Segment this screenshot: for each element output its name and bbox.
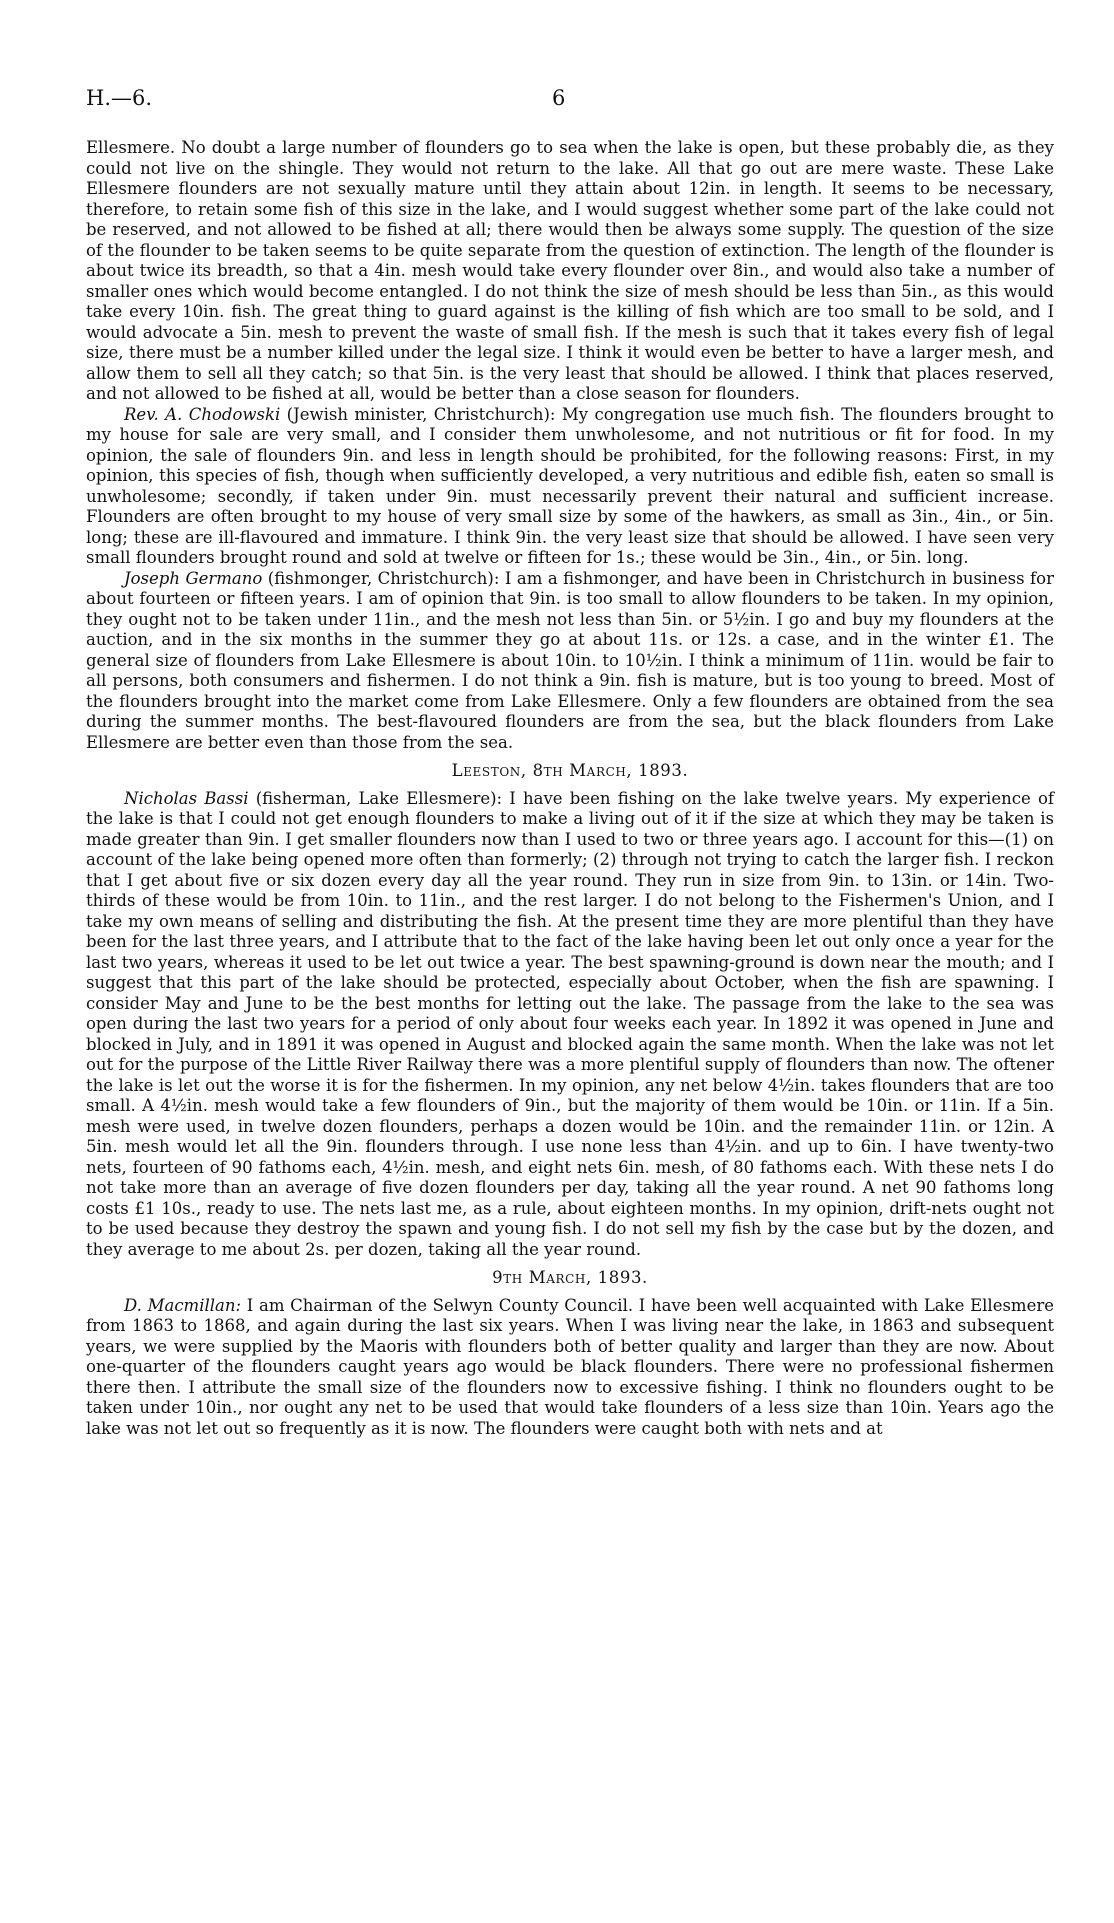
page-number: 6 — [552, 86, 566, 110]
speaker-name: Rev. A. Chodowski — [124, 404, 281, 424]
page-body — [86, 138, 1054, 1439]
paragraph-text: (fishmonger, Christchurch): I am a fishmonger, and have been in Christchurch in business for about fourteen or fifteen years. I am of opinion that 9in. is too small to allow flounders to be taken. In my opinion, they ought not to be taken under 11in., and the mesh not less than 5in. or 5½in. I go and buy my flounders at the auction, and in the six months in the summer they go at about 11s. or 12s. a case, and in the winter £1. The general size of flounders from Lake Ellesmere is about 10in. to 10½in. I think a minimum of 11in. would be fair to all persons, both consumers and fishermen. I do not think a 9in. fish is mature, but is too young to breed. Most of the flounders brought into the market come from Lake Ellesmere. Only a few flounders are obtained from the sea during the summer months. The best-flavoured flounders are from the sea, but the black flounders from Lake Ellesmere are better even than those from the sea. — [86, 568, 1054, 752]
paragraph-text: (fisherman, Lake Ellesmere): I have been fishing on the lake twelve years. My experience of the lake is that I could not get enough flounders to make a living out of it if the size at which they may be taken is made greater than 9in. I get smaller flounders now than I used to two or three years ago. I account for this—(1) on account of the lake being opened more often than formerly; (2) through not trying to catch the larger fish. I reckon that I get about five or six dozen every day all the year round. They run in size from 9in. to 13in. or 14in. Two-thirds of these would be from 10in. to 11in., and the rest larger. I do not belong to the Fishermen's Union, and I take my own means of selling and distributing the fish. At the present time they are more plentiful than they have been for the last three years, and I attribute that to the fact of the lake having been let out only once a year for the last two years, whereas it used to be let out twice a year. The best spawning-ground is down near the mouth; and I suggest that this part of the lake should be protected, especially about October, when the fish are spawning. I consider May and June to be the best months for letting out the lake. The passage from the lake to the sea was open during the last two years for a period of only about four weeks each year. In 1892 it was opened in June and blocked in July, and in 1891 it was opened in August and blocked again the same month. When the lake was not let out for the purpose of the Little River Railway there was a more plentiful supply of flounders than now. The oftener the lake is let out the worse it is for the fishermen. In my opinion, any net below 4½in. takes flounders that are too small. A 4½in. mesh would take a few flounders of 9in., but the majority of them would be 10in. or 11in. If a 5in. mesh were used, in twelve dozen flounders, perhaps a dozen would be 10in. and the remainder 11in. or 12in. A 5in. mesh would let all the 9in. flounders through. I use none less than 4½in. and up to 6in. I have twenty-two nets, fourteen of 90 fathoms each, 4½in. mesh, and eight nets 6in. mesh, of 80 fathoms each. With these nets I do not take more than an average of five dozen flounders per day, taking all the year round. A net 90 fathoms long costs £1 10s., ready to use. The nets last me, as a rule, about eighteen months. In my opinion, drift-nets ought not to be used because they destroy the spawn and young fish. I do not sell my fish by the case but by the dozen, and they average to me about 2s. per dozen, taking all the year round. — [86, 788, 1054, 1259]
paragraph-chodowski — [86, 405, 1054, 569]
page-header — [86, 86, 1054, 126]
paragraph-text: (Jewish minister, Christchurch): My congregation use much fish. The flounders brought to my house for sale are very small, and I consider them unwholesome, and not nutritious or fit for food. In my opinion, the sale of flounders 9in. and less in length should be prohibited, for the following reasons: First, in my opinion, this species of fish, though when sufficiently developed, a very nutritious and edible fish, eaten so small is unwholesome; secondly, if taken under 9in. must necessarily prevent their natural and sufficient increase. Flounders are often brought to my house of very small size by some of the hawkers, as small as 3in., 4in., or 5in. long; these are ill-flavoured and immature. I think 9in. the very least size that should be allowed. I have seen very small flounders brought round and sold at twelve or fifteen for 1s.; these would be 3in., 4in., or 5in. long. — [86, 404, 1054, 567]
document-reference: H.—6. — [86, 86, 153, 110]
speaker-name: Nicholas Bassi — [124, 788, 249, 808]
paragraph-ellesmere-continuation — [86, 138, 1054, 405]
paragraph-text: I am Chairman of the Selwyn County Council. I have been well acquainted with Lake Ellesmere from 1863 to 1868, and again during the last six years. When I was living near the lake, in 1863 and subsequent years, we were supplied by the Maoris with flounders both of better quality and larger than they are now. About one-quarter of the flounders caught years ago would be black flounders. There were no professional fishermen there then. I attribute the small size of the flounders now to excessive fishing. I think no flounders ought to be taken under 10in., nor ought any net to be used that would take flounders of a less size than 10in. Years ago the lake was not let out so frequently as it is now. The flounders were caught both with nets and at — [86, 1295, 1054, 1438]
speaker-name: Joseph Germano — [124, 568, 263, 588]
paragraph-text: Ellesmere. No doubt a large number of flounders go to sea when the lake is open, but these probably die, as they could not live on the shingle. They would not return to the lake. All that go out are mere waste. These Lake Ellesmere flounders are not sexually mature until they attain about 12in. in length. It seems to be necessary, therefore, to retain some fish of this size in the lake, and I would suggest whether some part of the lake could not be reserved, and not allowed to be fished at all; there would then be always some supply. The question of the size of the flounder to be taken seems to be quite separate from the question of extinction. The length of the flounder is about twice its breadth, so that a 4in. mesh would take every flounder over 8in., and would also take a number of smaller ones which would become entangled. I do not think the size of mesh should be less than 5in., as this would take every 10in. fish. The great thing to guard against is the killing of fish which are too small to be sold, and I would advocate a 5in. mesh to prevent the waste of small fish. If the mesh is such that it takes every fish of legal size, there must be a number killed under the legal size. I think it would even be better to have a larger mesh, and allow them to sell all they catch; so that 5in. is the very least that should be allowed. I think that places reserved, and not allowed to be fished at all, would be better than a close season for flounders. — [86, 138, 1054, 403]
paragraph-germano — [86, 569, 1054, 754]
speaker-name: D. Macmillan: — [124, 1295, 242, 1315]
paragraph-macmillan — [86, 1296, 1054, 1440]
section-heading-leeston: Leeston, 8th March, 1893. — [451, 761, 689, 780]
paragraph-bassi — [86, 789, 1054, 1261]
section-heading-9th-march: 9th March, 1893. — [492, 1268, 648, 1287]
